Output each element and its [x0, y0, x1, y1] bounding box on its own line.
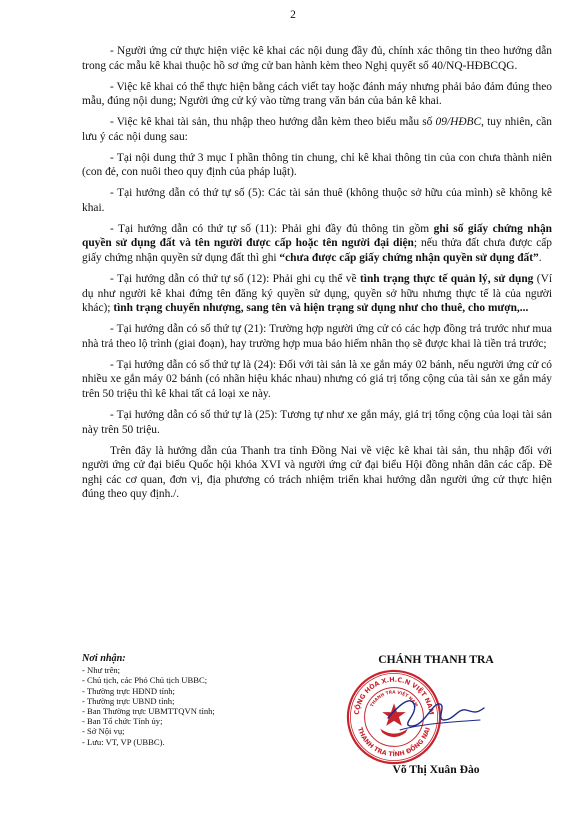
recipient-item: - Thường trực UBND tỉnh;	[82, 695, 175, 706]
bold-text: “chưa được cấp giấy chứng nhận quyền sử dụng đất”	[279, 252, 539, 265]
text-run: - Việc kê khai tài sản, thu nhập theo hướng dẫn kèm theo biểu mẫu số	[110, 116, 436, 129]
paragraph	[82, 151, 552, 180]
bold-text: tình trạng chuyển nhượng, sang tên và hiện trạng sử dụng như cho thuê, cho mượn,...	[113, 302, 529, 315]
recipient-item: - Chủ tịch, các Phó Chủ tịch UBBC;	[82, 675, 208, 686]
text-run: ; nếu thửa đất chưa được cấp giấy chứng nhận quyền sử dụng đất thì ghi	[82, 237, 552, 265]
bold-text: ghi số giấy chứng nhận quyền sử dụng đất và tên người được cấp hoặc tên người đại diện	[82, 222, 552, 250]
text-run: Trên đây là hướng dẫn của Thanh tra tỉnh Đồng Nai về việc kê khai tài sản, thu nhập đối với người ứng cử đại biểu Quốc hội khóa XVI và người ứng cử đại biểu Hội đồng nhân dân các cấp. Đề nghị các cơ quan, đơn vị, địa phương có trách nhiệm triển khai hướng dẫn người ứng cử thực hiện đúng theo quy định./.	[82, 444, 552, 501]
paragraph	[82, 115, 552, 144]
paragraph	[82, 186, 552, 215]
recipients-block	[82, 654, 342, 747]
recipients-title: Nơi nhận:	[82, 653, 126, 664]
paragraph	[82, 44, 552, 73]
text-run: (Ví dụ như người kê khai đứng tên đăng ký quyền sử dụng, quyền sở hữu nhưng thực tế là của người khác);	[82, 273, 552, 315]
text-run: - Tại hướng dẫn có số thứ tự là (25): Tương tự như xe gắn máy, giá trị tổng cộng của loại tài sản này trên 50 triệu.	[82, 408, 552, 436]
text-run: - Tại nội dung thứ 3 mục I phần thông tin chung, chỉ kê khai thông tin của con chưa thành niên (con đẻ, con nuôi theo quy định của pháp luật).	[82, 151, 552, 179]
seal-bottom-text: THANH TRA TỈNH ĐỒNG NAI	[355, 726, 433, 759]
text-run: - Tại hướng dẫn có số thứ tự (21): Trường hợp người ứng cử có các hợp đồng trả trước như mua nhà trả theo lộ trình (giai đoạn), hay trường hợp mua bảo hiểm nhân thọ sẽ được khai là tiền trả trước;	[82, 323, 552, 350]
signer-title: CHÁNH THANH TRA	[378, 653, 494, 666]
recipient-item: - Như trên;	[82, 665, 121, 676]
handwritten-signature	[380, 674, 490, 744]
text-run: - Tại hướng dẫn có thứ tự số (12): Phải ghi cụ thể về	[110, 273, 360, 286]
text-run: - Tại hướng dẫn có thứ tự số (5): Các tài sản thuê (không thuộc sở hữu của mình) sẽ không kê khai.	[82, 187, 552, 214]
text-run: .	[538, 252, 542, 265]
document-body	[82, 44, 552, 508]
italic-text: 09/HĐBC	[435, 116, 482, 129]
recipient-item: - Sở Nội vụ;	[82, 726, 125, 737]
paragraph	[82, 322, 552, 351]
seal-outer-text: CỘNG HÒA X.H.C.N VIỆT NAM	[352, 675, 436, 716]
recipient-item: - Thường trực HĐND tỉnh;	[82, 685, 175, 696]
paragraph	[82, 358, 552, 402]
bold-text: tình trạng thực tế quản lý, sử dụng	[359, 273, 534, 286]
text-run: , tuy nhiên, cần lưu ý các nội dung sau:	[82, 116, 552, 143]
signer-name: Võ Thị Xuân Đào	[392, 763, 480, 776]
text-run: - Việc kê khai có thể thực hiện bằng cách viết tay hoặc đánh máy nhưng phải bảo đảm đúng theo mẫu, đúng nội dung; Người ứng cử ký vào từng trang văn bản của bản kê khai.	[82, 80, 552, 108]
text-run: - Tại hướng dẫn có số thứ tự là (24): Đối với tài sản là xe gắn máy 02 bánh, nếu người ứng cử có nhiều xe gắn máy 02 bánh (có nhãn hiệu khác nhau) nhưng có giá trị tổng cộng của tài sản xe gắn máy trên 50 triệu thì kê khai tất cả loại xe này.	[82, 358, 552, 400]
page-number: 2	[290, 9, 296, 21]
paragraph	[82, 444, 552, 502]
paragraph	[82, 272, 552, 316]
paragraph	[82, 222, 552, 266]
recipient-item: - Ban Tổ chức Tỉnh ủy;	[82, 716, 163, 727]
paragraph	[82, 408, 552, 437]
recipients-list	[82, 665, 342, 747]
text-run: - Người ứng cử thực hiện việc kê khai các nội dung đầy đủ, chính xác thông tin theo hướng dẫn trong các mẫu kê khai thuộc hồ sơ ứng cử ban hành kèm theo Nghị quyết số 40/NQ-HĐBCQG.	[82, 45, 552, 72]
recipient-item: - Lưu: VT, VP (UBBC).	[82, 736, 165, 747]
seal-inner-text: THANH TRA VIỆT NAM	[369, 690, 419, 709]
recipient-item: - Ban Thường trực UBMTTQVN tỉnh;	[82, 706, 215, 717]
paragraph	[82, 80, 552, 109]
text-run: - Tại hướng dẫn có thứ tự số (11): Phải ghi đầy đủ thông tin gồm	[110, 222, 434, 235]
